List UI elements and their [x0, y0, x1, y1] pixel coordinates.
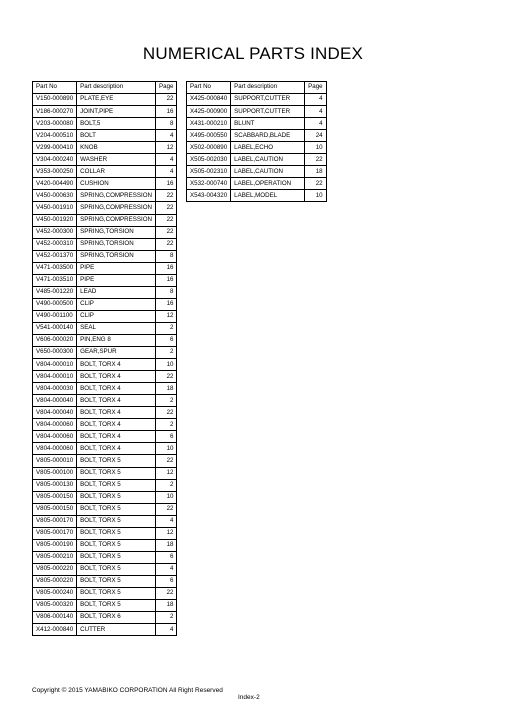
part-description-cell: PIN,ENG 8: [77, 334, 156, 346]
page-cell: 18: [156, 383, 177, 395]
page-cell: 18: [156, 600, 177, 612]
part-number-cell: V806-000140: [33, 612, 77, 624]
page-cell: 16: [156, 274, 177, 286]
part-number-cell: X425-000900: [187, 106, 231, 118]
table-row: [33, 431, 177, 443]
part-number-cell: V805-000320: [33, 600, 77, 612]
part-number-cell: V805-000150: [33, 491, 77, 503]
page-cell: 22: [156, 503, 177, 515]
table-row: [33, 178, 177, 190]
part-description-cell: BOLT, TORX 4: [77, 371, 156, 383]
part-number-cell: V450-000630: [33, 190, 77, 202]
table-row: [33, 551, 177, 563]
table-row: [187, 130, 327, 142]
table-row: [33, 359, 177, 371]
part-description-cell: BOLT,5: [77, 118, 156, 130]
part-number-cell: X505-002030: [187, 154, 231, 166]
page-cell: 12: [156, 467, 177, 479]
part-description-cell: SPRING,COMPRESSION: [77, 202, 156, 214]
table-row: [33, 563, 177, 575]
part-number-cell: V452-000310: [33, 238, 77, 250]
page-cell: 22: [156, 371, 177, 383]
table-row: [33, 238, 177, 250]
table-row: [33, 419, 177, 431]
page-cell: 4: [156, 515, 177, 527]
table-row: [33, 371, 177, 383]
part-description-cell: GEAR,SPUR: [77, 347, 156, 359]
table-row: [33, 455, 177, 467]
page-cell: 12: [156, 142, 177, 154]
page-cell: 10: [156, 359, 177, 371]
part-description-cell: SUPPORT,CUTTER: [231, 106, 305, 118]
page-cell: 18: [305, 166, 326, 178]
page-cell: 4: [156, 166, 177, 178]
page-cell: 10: [156, 443, 177, 455]
part-description-cell: BOLT, TORX 4: [77, 431, 156, 443]
part-description-cell: BOLT, TORX 4: [77, 419, 156, 431]
page-cell: 8: [156, 286, 177, 298]
page-cell: 12: [156, 527, 177, 539]
table-row: [33, 202, 177, 214]
table-row: [33, 106, 177, 118]
part-description-cell: BOLT, TORX 4: [77, 359, 156, 371]
page-cell: 10: [156, 491, 177, 503]
page-cell: 22: [156, 455, 177, 467]
part-number-cell: X425-000840: [187, 94, 231, 106]
part-number-cell: V471-003510: [33, 274, 77, 286]
part-number-cell: V304-000240: [33, 154, 77, 166]
page-cell: 22: [156, 94, 177, 106]
table-row: [187, 118, 327, 130]
part-description-cell: LEAD: [77, 286, 156, 298]
table-row: [33, 515, 177, 527]
table-row: [33, 298, 177, 310]
page-cell: 2: [156, 347, 177, 359]
page-cell: 8: [156, 250, 177, 262]
page-cell: 8: [156, 118, 177, 130]
part-number-cell: X431-000210: [187, 118, 231, 130]
table-row: [33, 383, 177, 395]
part-description-cell: BOLT, TORX 5: [77, 527, 156, 539]
page-cell: 12: [156, 310, 177, 322]
table-row: [33, 575, 177, 587]
table-row: [187, 190, 327, 202]
page-cell: 22: [156, 214, 177, 226]
part-number-cell: V804-000030: [33, 383, 77, 395]
part-number-cell: V485-001220: [33, 286, 77, 298]
table-row: [33, 624, 177, 636]
part-number-cell: X495-000550: [187, 130, 231, 142]
table-row: [33, 166, 177, 178]
part-number-cell: X412-000840: [33, 624, 77, 636]
part-description-cell: LABEL,MODEL: [231, 190, 305, 202]
table-row: [33, 443, 177, 455]
part-description-cell: BOLT, TORX 5: [77, 515, 156, 527]
part-number-cell: X543-004320: [187, 190, 231, 202]
table-row: [33, 503, 177, 515]
part-number-cell: V805-000150: [33, 503, 77, 515]
part-description-cell: BOLT, TORX 5: [77, 503, 156, 515]
page-cell: 4: [305, 118, 326, 130]
part-description-cell: BOLT, TORX 5: [77, 539, 156, 551]
page-cell: 22: [156, 226, 177, 238]
part-number-cell: V805-000100: [33, 467, 77, 479]
page-cell: 22: [156, 587, 177, 599]
table-row: [33, 600, 177, 612]
table-row: [33, 322, 177, 334]
part-number-cell: V805-000240: [33, 587, 77, 599]
page-cell: 6: [156, 551, 177, 563]
part-description-cell: BOLT, TORX 5: [77, 600, 156, 612]
part-description-cell: BOLT, TORX 6: [77, 612, 156, 624]
part-description-cell: SCABBARD,BLADE: [231, 130, 305, 142]
table-header-row: [187, 82, 327, 94]
part-description-cell: PIPE: [77, 274, 156, 286]
part-number-cell: V541-000140: [33, 322, 77, 334]
part-number-cell: V805-000220: [33, 575, 77, 587]
part-number-cell: V150-000890: [33, 94, 77, 106]
table-row: [33, 118, 177, 130]
part-description-cell: LABEL,CAUTION: [231, 154, 305, 166]
page-cell: 2: [156, 322, 177, 334]
page-cell: 24: [305, 130, 326, 142]
header-part-no: Part No: [187, 82, 231, 94]
part-number-cell: V805-000010: [33, 455, 77, 467]
part-number-cell: V805-000190: [33, 539, 77, 551]
table-row: [187, 94, 327, 106]
table-row: [33, 527, 177, 539]
part-description-cell: SEAL: [77, 322, 156, 334]
page-cell: 16: [156, 178, 177, 190]
parts-table-right: [186, 81, 327, 202]
part-description-cell: BOLT, TORX 4: [77, 383, 156, 395]
part-number-cell: V490-001100: [33, 310, 77, 322]
part-description-cell: BOLT, TORX 5: [77, 551, 156, 563]
part-number-cell: V452-000300: [33, 226, 77, 238]
page-cell: 4: [156, 624, 177, 636]
part-description-cell: LABEL,OPERATION: [231, 178, 305, 190]
part-number-cell: V204-000510: [33, 130, 77, 142]
table-row: [33, 250, 177, 262]
page-cell: 6: [156, 575, 177, 587]
part-number-cell: V650-000300: [33, 347, 77, 359]
part-number-cell: V804-000040: [33, 407, 77, 419]
page-cell: 2: [156, 395, 177, 407]
table-row: [187, 166, 327, 178]
part-number-cell: V471-003500: [33, 262, 77, 274]
part-description-cell: BOLT, TORX 5: [77, 575, 156, 587]
part-description-cell: BOLT, TORX 4: [77, 407, 156, 419]
part-description-cell: CLIP: [77, 310, 156, 322]
part-number-cell: V353-000250: [33, 166, 77, 178]
part-description-cell: CUTTER: [77, 624, 156, 636]
table-row: [33, 539, 177, 551]
page-cell: 22: [156, 407, 177, 419]
part-description-cell: BOLT, TORX 5: [77, 455, 156, 467]
table-row: [33, 587, 177, 599]
header-description: Part description: [231, 82, 305, 94]
table-row: [33, 94, 177, 106]
part-description-cell: SPRING,TORSION: [77, 226, 156, 238]
part-description-cell: CLIP: [77, 298, 156, 310]
part-description-cell: COLLAR: [77, 166, 156, 178]
table-row: [33, 262, 177, 274]
copyright-footer: Copyright © 2015 YAMABIKO CORPORATION All Right Reserved: [32, 687, 223, 694]
table-row: [33, 274, 177, 286]
part-description-cell: BOLT, TORX 5: [77, 491, 156, 503]
header-page: Page: [156, 82, 177, 94]
part-number-cell: V186-000270: [33, 106, 77, 118]
part-number-cell: X505-002310: [187, 166, 231, 178]
part-number-cell: V450-001920: [33, 214, 77, 226]
table-row: [33, 467, 177, 479]
header-page: Page: [305, 82, 326, 94]
part-number-cell: V805-000170: [33, 515, 77, 527]
table-row: [33, 334, 177, 346]
page-cell: 4: [156, 563, 177, 575]
page-cell: 10: [305, 190, 326, 202]
part-number-cell: V804-000060: [33, 443, 77, 455]
part-number-cell: V203-000080: [33, 118, 77, 130]
page-cell: 16: [156, 298, 177, 310]
parts-table-left: [32, 81, 177, 636]
table-row: [33, 491, 177, 503]
part-number-cell: V805-000170: [33, 527, 77, 539]
part-description-cell: SPRING,COMPRESSION: [77, 214, 156, 226]
page-cell: 22: [156, 190, 177, 202]
table-row: [33, 130, 177, 142]
part-description-cell: KNOB: [77, 142, 156, 154]
part-description-cell: SPRING,COMPRESSION: [77, 190, 156, 202]
table-row: [33, 286, 177, 298]
part-description-cell: WASHER: [77, 154, 156, 166]
part-number-cell: V804-000060: [33, 419, 77, 431]
part-description-cell: SPRING,TORSION: [77, 250, 156, 262]
page-cell: 2: [156, 479, 177, 491]
table-row: [187, 142, 327, 154]
page-cell: 4: [156, 154, 177, 166]
page-cell: 22: [156, 202, 177, 214]
page-title: NUMERICAL PARTS INDEX: [142, 44, 364, 63]
part-description-cell: BOLT, TORX 5: [77, 479, 156, 491]
part-number-cell: X502-000890: [187, 142, 231, 154]
part-number-cell: X532-000740: [187, 178, 231, 190]
part-description-cell: SUPPORT,CUTTER: [231, 94, 305, 106]
page-cell: 6: [156, 431, 177, 443]
part-description-cell: BOLT, TORX 5: [77, 467, 156, 479]
header-description: Part description: [77, 82, 156, 94]
part-number-cell: V452-001370: [33, 250, 77, 262]
part-number-cell: V804-000010: [33, 371, 77, 383]
part-number-cell: V490-000500: [33, 298, 77, 310]
part-description-cell: BOLT, TORX 5: [77, 563, 156, 575]
table-row: [33, 310, 177, 322]
page-cell: 16: [156, 262, 177, 274]
part-number-cell: V606-000020: [33, 334, 77, 346]
part-description-cell: SPRING,TORSION: [77, 238, 156, 250]
part-number-cell: V804-000060: [33, 431, 77, 443]
page-cell: 4: [156, 130, 177, 142]
part-description-cell: LABEL,CAUTION: [231, 166, 305, 178]
page-number: Index-2: [238, 694, 260, 701]
page-cell: 2: [156, 612, 177, 624]
part-description-cell: BOLT, TORX 5: [77, 587, 156, 599]
table-row: [33, 190, 177, 202]
part-description-cell: CUSHION: [77, 178, 156, 190]
part-number-cell: V299-000410: [33, 142, 77, 154]
page-cell: 10: [305, 142, 326, 154]
table-row: [33, 226, 177, 238]
page-cell: 18: [156, 539, 177, 551]
part-description-cell: BLUNT: [231, 118, 305, 130]
page-cell: 4: [305, 94, 326, 106]
part-number-cell: V420-004490: [33, 178, 77, 190]
page-cell: 2: [156, 419, 177, 431]
table-row: [33, 407, 177, 419]
page-cell: 16: [156, 106, 177, 118]
part-number-cell: V805-000220: [33, 563, 77, 575]
page-cell: 4: [305, 106, 326, 118]
table-row: [33, 154, 177, 166]
table-row: [33, 479, 177, 491]
part-number-cell: V805-000130: [33, 479, 77, 491]
page-cell: 22: [156, 238, 177, 250]
part-description-cell: PIPE: [77, 262, 156, 274]
part-number-cell: V450-001910: [33, 202, 77, 214]
table-row: [187, 154, 327, 166]
part-description-cell: BOLT: [77, 130, 156, 142]
table-row: [187, 178, 327, 190]
part-number-cell: V804-000040: [33, 395, 77, 407]
page-cell: 22: [305, 154, 326, 166]
part-description-cell: BOLT, TORX 4: [77, 443, 156, 455]
part-number-cell: V805-000210: [33, 551, 77, 563]
table-header-row: [33, 82, 177, 94]
table-row: [33, 612, 177, 624]
part-description-cell: LABEL,ECHO: [231, 142, 305, 154]
part-description-cell: PLATE,EYE: [77, 94, 156, 106]
table-row: [33, 347, 177, 359]
table-row: [33, 214, 177, 226]
part-number-cell: V804-000010: [33, 359, 77, 371]
page-cell: 6: [156, 334, 177, 346]
part-description-cell: BOLT, TORX 4: [77, 395, 156, 407]
table-row: [33, 395, 177, 407]
part-description-cell: JOINT,PIPE: [77, 106, 156, 118]
table-row: [187, 106, 327, 118]
header-part-no: Part No: [33, 82, 77, 94]
table-row: [33, 142, 177, 154]
page-cell: 22: [305, 178, 326, 190]
